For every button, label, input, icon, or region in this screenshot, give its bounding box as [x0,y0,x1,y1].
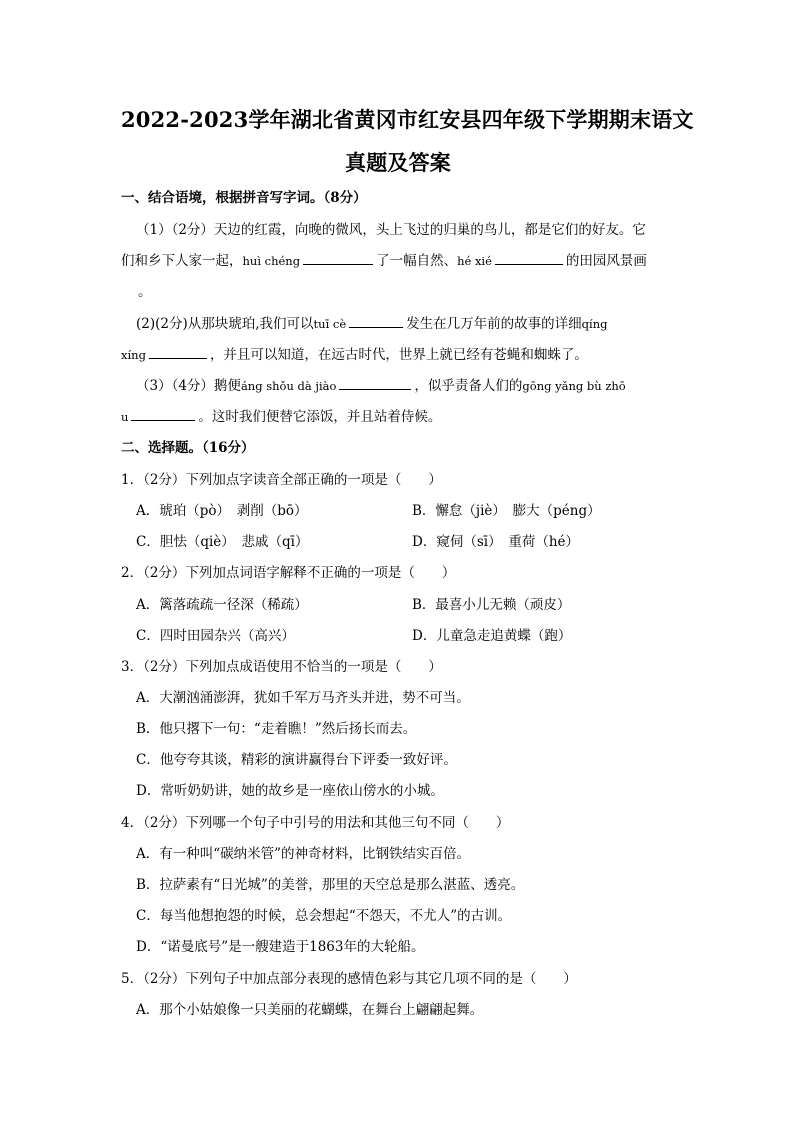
option-c[interactable]: C．他夸夸其谈，精彩的演讲赢得台下评委一致好评。 [136,752,457,768]
option-d[interactable]: D．“诺曼底号”是一艘建造于1863年的大轮船。 [136,939,425,955]
q3-text-post: 。这时我们便替它添饭，并且站着侍候。 [198,409,442,425]
q1-text-pre: 们和乡下人家一起， [121,253,243,269]
q1-pinyin-1: huì chéng [242,254,301,268]
page-title-line2: 真题及答案 [345,150,451,175]
option-c[interactable]: C．胆怯（qiè） 悲戚（qī） [136,534,309,550]
q2-pinyin-2: qíng [581,317,608,331]
answer-blank[interactable] [149,345,207,359]
option-b[interactable]: B．最喜小儿无赖（顽皮） [412,597,571,613]
answer-blank[interactable] [495,251,563,265]
option-b[interactable]: B．拉萨素有“日光城”的美誉，那里的天空总是那么湛蓝、透亮。 [136,877,525,893]
answer-blank[interactable] [339,376,411,390]
answer-blank[interactable] [303,251,373,265]
option-c[interactable]: C．每当他想抱怨的时候，总会想起“不怨天，不尤人”的古训。 [136,908,512,924]
section1-heading: 一、结合语境，根据拼音写字词。（8分） [121,190,367,206]
q3-line2 [121,405,441,425]
q3-pinyin-2: gōng yǎng bù zhō [522,379,626,393]
q3-pinyin-1: áng shǒu dà jiào [240,379,337,393]
q3-pinyin-3: u [121,410,129,424]
option-b[interactable]: B．他只撂下一句：“走着瞧！”然后扬长而去。 [136,721,417,737]
q1-line2 [121,249,647,269]
option-a[interactable]: A．篱落疏疏一径深（稀疏） [136,597,308,613]
option-b[interactable]: B．懈怠（jiè） 膨大（péng） [412,503,601,519]
q2-line2 [121,343,588,363]
answer-blank[interactable] [349,314,403,328]
q1-text-post: 的田园风景画 [565,253,647,269]
option-d[interactable]: D．儿童急走追黄蝶（跑） [412,628,572,644]
question-stem: 3．（2分）下列加点成语使用不恰当的一项是（ ） [121,659,442,675]
option-d[interactable]: D．常听奶奶讲，她的故乡是一座依山傍水的小城。 [136,783,444,799]
q2-pinyin-1: tuī cè [313,317,347,331]
question-stem: 1．（2分）下列加点字读音全部正确的一项是（ ） [121,472,442,488]
option-d[interactable]: D．窥伺（sī） 重荷（hé） [412,534,580,550]
q2-line1 [136,312,607,332]
question-stem: 2．（2分）下列加点词语字解释不正确的一项是（ ） [121,565,456,581]
page-title-line1: 2022-2023学年湖北省黄冈市红安县四年级下学期期末语文 [121,107,694,132]
option-a[interactable]: A．大潮汹涌澎湃，犹如千军万马齐头并进，势不可当。 [136,690,470,706]
option-a[interactable]: A．有一种叫“碳纳米管”的神奇材料，比钢铁结实百倍。 [136,846,471,862]
q3-text-pre: （3）（4分）鹅便 [136,378,241,394]
q2-pinyin-3: xíng [121,348,146,362]
option-a[interactable]: A．琥珀（pò） 剥削（bō） [136,503,308,519]
q3-line1 [136,374,626,394]
section2-heading: 二、选择题。（16分） [121,440,255,456]
q2-text-post: ，并且可以知道，在远古时代，世界上就已经有苍蝇和蜘蛛了。 [209,347,588,363]
q1-text-mid: 了一幅自然、 [376,253,458,269]
option-a[interactable]: A．那个小姑娘像一只美丽的花蝴蝶，在舞台上翩翩起舞。 [136,1002,484,1018]
q1-line3: 。 [138,284,152,300]
q1-line1: （1）（2分）天边的红霞，向晚的微风，头上飞过的归巢的鸟儿，都是它们的好友。它 [136,222,646,238]
q2-text-mid: 发生在几万年前的故事的详细 [406,316,582,332]
question-stem: 5．（2分）下列句子中加点部分表现的感情色彩与其它几项不同的是（ ） [121,971,577,987]
answer-blank[interactable] [131,407,195,421]
question-stem: 4．（2分）下列哪一个句子中引号的用法和其他三句不同（ ） [121,815,510,831]
q2-text-pre: (2)(2分)从那块琥珀,我们可以 [136,316,314,332]
option-c[interactable]: C．四时田园杂兴（高兴） [136,628,295,644]
q1-pinyin-2: hé xié [457,254,492,268]
q3-text-mid: ，似乎责备人们的 [414,378,523,394]
